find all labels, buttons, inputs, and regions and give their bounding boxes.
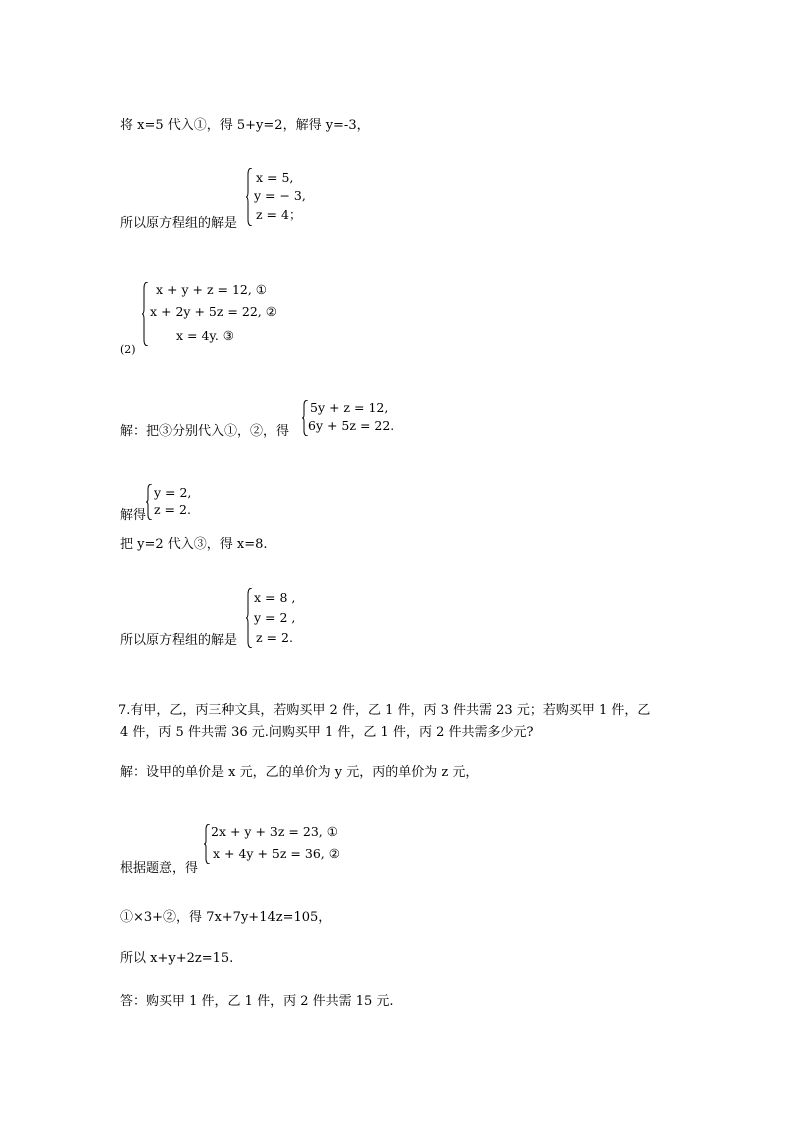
equation-system xyxy=(204,824,344,864)
equation-row: x = 8 , xyxy=(254,590,296,605)
equation-row: x + 4y + 5z = 36, ② xyxy=(213,846,340,861)
brace-icon xyxy=(246,588,252,648)
equation-row: x + y + z = 12, ① xyxy=(156,282,268,297)
equation-row: x = 5, xyxy=(256,170,294,185)
equation-row: z = 2. xyxy=(256,630,293,645)
brace-icon xyxy=(204,824,210,864)
equation-system xyxy=(302,400,395,436)
question-text: 4 件，丙 5 件共需 36 元.问购买甲 1 件，乙 1 件，丙 2 件共需多少元? xyxy=(120,725,534,740)
equation-row: z = 4； xyxy=(256,207,302,222)
equation-row: 2x + y + 3z = 23, ① xyxy=(211,824,338,839)
text-line: 所以原方程组的解是 xyxy=(120,633,238,648)
equation-system xyxy=(246,588,306,648)
equation-row: x + 2y + 5z = 22, ② xyxy=(150,304,277,319)
brace-icon xyxy=(246,168,252,226)
text-line: 根据题意，得 xyxy=(120,861,199,876)
equation-row: x = 4y. ③ xyxy=(176,328,234,343)
brace-icon xyxy=(146,484,152,520)
text-line: ①×3+②，得 7x+7y+14z=105， xyxy=(120,910,332,925)
equation-row: y = 2, xyxy=(154,485,192,500)
equation-row: y = 2 , xyxy=(254,610,296,625)
brace-icon xyxy=(142,282,148,346)
text-line: 解得 xyxy=(120,508,147,523)
equation-row: 5y + z = 12, xyxy=(310,400,389,415)
text-line: 将 x=5 代入①，得 5+y=2，解得 y=-3， xyxy=(120,118,370,133)
equation-row: z = 2. xyxy=(154,502,191,517)
text-line: 答：购买甲 1 件，乙 1 件，丙 2 件共需 15 元. xyxy=(120,994,394,1009)
text-line: 所以 x+y+2z=15. xyxy=(120,951,234,966)
equation-system xyxy=(246,168,326,226)
equation-system xyxy=(142,282,277,346)
problem-label: (2) xyxy=(120,343,136,356)
equation-system xyxy=(146,484,196,520)
text-line: 解：设甲的单价是 x 元，乙的单价为 y 元，丙的单价为 z 元， xyxy=(120,765,479,780)
equation-row: 6y + 5z = 22. xyxy=(308,418,395,433)
text-line: 解：把③分别代入①，②，得 xyxy=(120,424,290,439)
text-line: 所以原方程组的解是 xyxy=(120,216,238,231)
equation-row: y = − 3, xyxy=(254,188,306,203)
text-line: 把 y=2 代入③，得 x=8. xyxy=(120,537,268,552)
question-text: 7.有甲，乙，丙三种文具，若购买甲 2 件，乙 1 件，丙 3 件共需 23 元；若购买甲 1 件，乙 xyxy=(118,703,651,718)
